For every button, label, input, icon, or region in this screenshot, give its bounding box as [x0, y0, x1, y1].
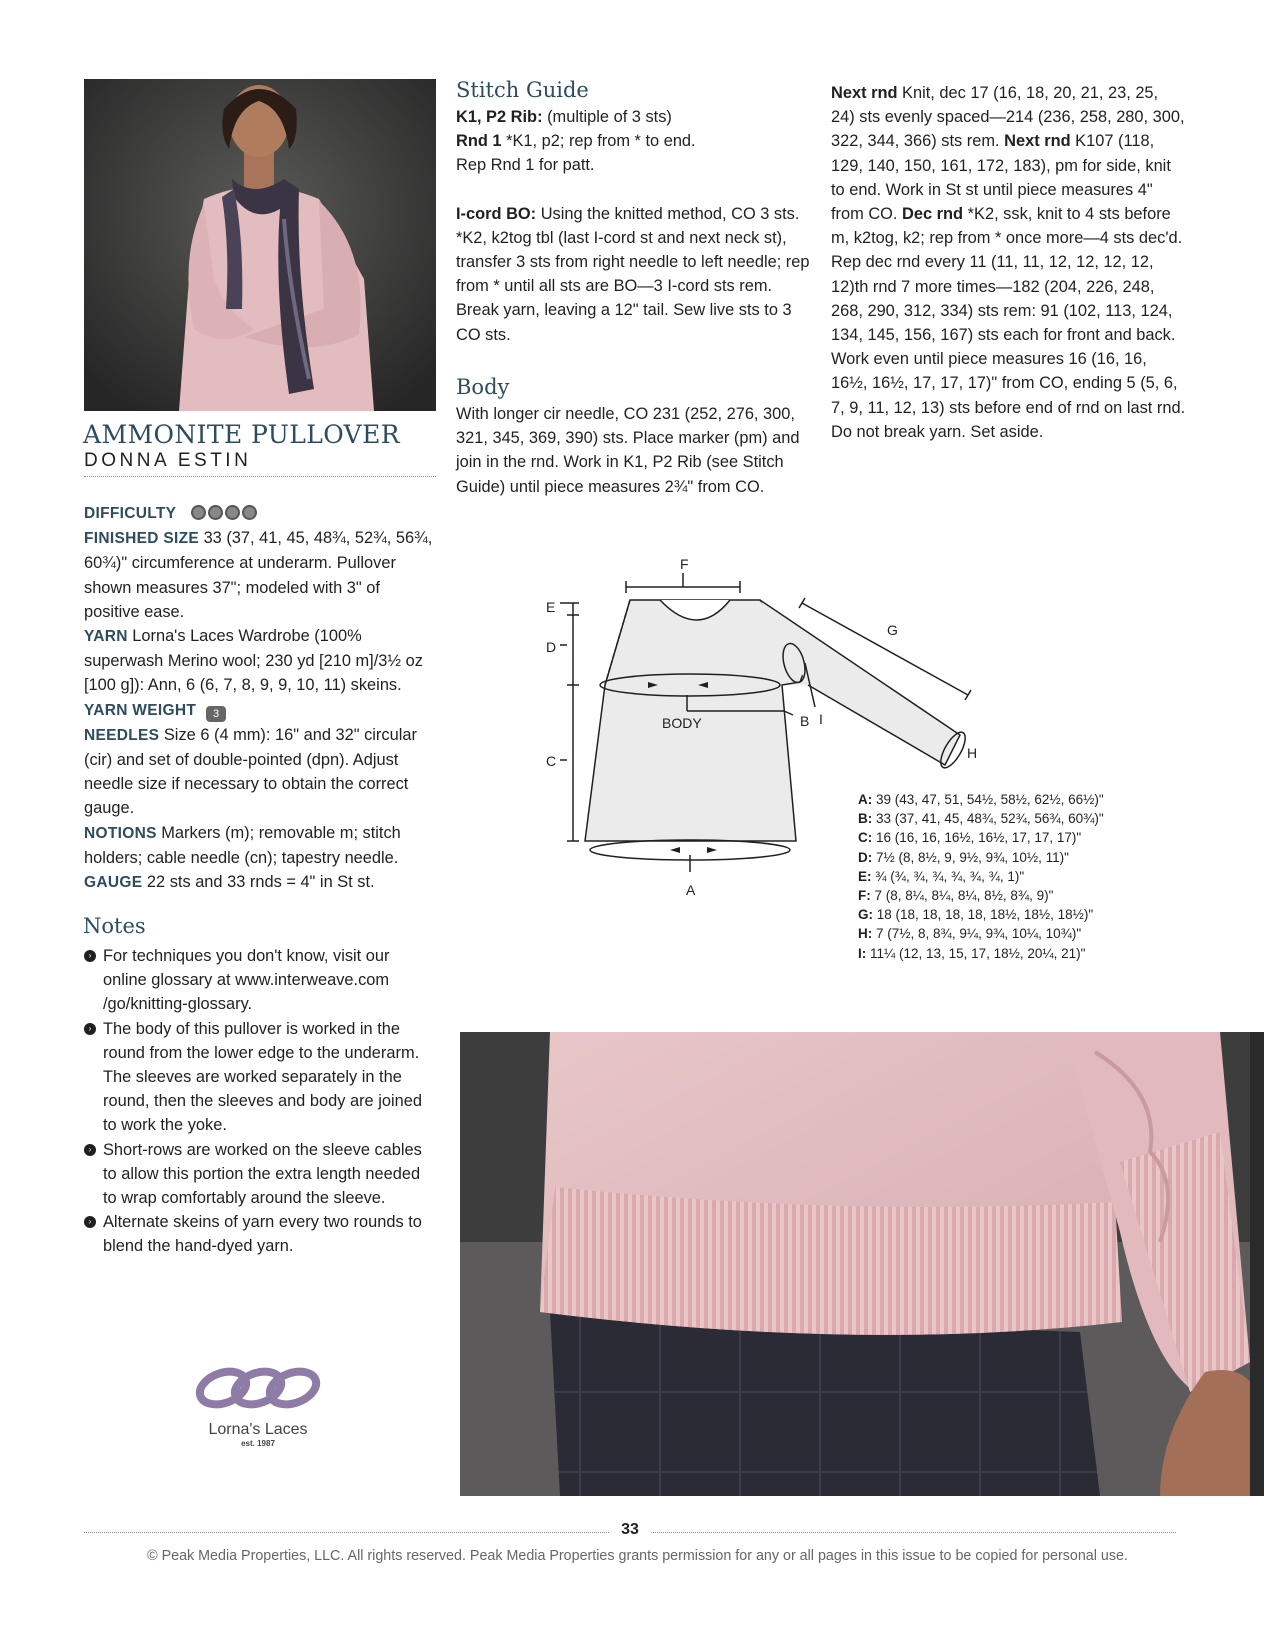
note-item: › The body of this pullover is worked in the round from the lower edge to the underarm. The sleeves are worked separately in the round, then the sleeves and body are joined to work the yoke.	[84, 1017, 432, 1138]
note-item: › Short-rows are worked on the sleeve cables to allow this portion the extra length needed to wrap comfortably around the sleeve.	[84, 1138, 432, 1211]
footer-rule-left	[84, 1532, 609, 1533]
measurement-row: E: ¾ (¾, ¾, ¾, ¾, ¾, ¾, 1)"	[858, 868, 1025, 884]
rib-text: (multiple of 3 sts)	[547, 108, 672, 126]
measurement-row: H: 7 (7½, 8, 8¾, 9¼, 9¾, 10¼, 10¾)"	[858, 926, 1082, 942]
note-item: › Alternate skeins of yarn every two rounds to blend the hand-dyed yarn.	[84, 1210, 432, 1258]
dec-rnd-text: *K2, ssk, knit to 4 sts before m, k2tog, k2; rep from * once more—4 sts dec'd. Rep dec rnd every 11 (11, 11, 12, 12, 12, 12, 12)th rnd 7 more times—182 (204, 226, 248, 268, 290, 312, 334) sts rem: 91 (102, 113, 124, 134, 145, 156, 167) sts each for front and back. Work even until piece measures 16 (16, 16, 16½, 16½, 17, 17, 17)" from CO, ending 5 (5, 6, 7, 9, 11, 12, 13) sts before end of rnd on last rnd. Do not break yarn. Set aside.	[831, 205, 1186, 441]
schematic-letter-e: E	[546, 599, 556, 615]
schematic-letter-d: D	[546, 639, 557, 655]
measurement-row: G: 18 (18, 18, 18, 18, 18½, 18½, 18½)"	[858, 907, 1094, 923]
stitch-guide-text	[456, 105, 811, 347]
next-rnd-text: Knit, dec 17 (16, 18, 20, 21, 23, 25, 24) sts evenly spaced—214 (236, 258, 280, 300, 322, 344, 366) sts rem.	[831, 84, 1185, 151]
rib-label: K1, P2 Rib:	[456, 108, 543, 126]
page-number: 33	[621, 1521, 639, 1538]
schematic-letter-c: C	[546, 753, 557, 769]
next-rnd-label: Next rnd	[831, 84, 898, 102]
schematic-letter-g: G	[887, 622, 898, 638]
note-item: › For techniques you don't know, visit our online glossary at www.interweave.com /go/knitting-glossary.	[84, 944, 432, 1017]
needles-label: NEEDLES	[84, 726, 160, 744]
measurement-row: C: 16 (16, 16, 16½, 16½, 17, 17, 17)"	[858, 830, 1082, 846]
schematic-body-label: BODY	[662, 715, 702, 731]
icord-text: Using the knitted method, CO 3 sts. *K2, k2tog tbl (last I-cord st and next neck st), transfer 3 sts from right needle to left needle; rep from * until all sts are BO—3 I-cord sts rem. Break yarn, leaving a 12" tail. Sew live sts to 3 CO sts.	[456, 204, 810, 344]
arrow-bullet-icon: ›	[84, 1023, 96, 1035]
yarn-text: Lorna's Laces Wardrobe (100% superwash Merino wool; 230 yd [210 m]/3½ oz [100 g]): Ann, 6 (6, 7, 8, 9, 9, 10, 11) skeins.	[84, 627, 423, 695]
arrow-bullet-icon: ›	[84, 950, 96, 962]
measurement-row: D: 7½ (8, 8½, 9, 9½, 9¾, 10½, 11)"	[858, 849, 1069, 865]
notions-label: NOTIONS	[84, 824, 157, 842]
measurement-row: A: 39 (43, 47, 51, 54½, 58½, 62½, 66½)"	[858, 792, 1104, 807]
rnd1-text: *K1, p2; rep from * to end.	[506, 132, 696, 151]
arrow-bullet-icon: ›	[84, 1144, 96, 1156]
chain-link-icon	[193, 1362, 323, 1414]
model-photo	[84, 79, 436, 411]
schematic-letter-h: H	[967, 745, 978, 761]
logo-est: est. 1987	[241, 1439, 275, 1448]
arrow-bullet-icon: ›	[84, 1216, 96, 1228]
difficulty-label: DIFFICULTY	[84, 505, 177, 522]
measurement-row: B: 33 (37, 41, 45, 48¾, 52¾, 56¾, 60¾)"	[858, 811, 1104, 827]
notes-list	[84, 944, 432, 1259]
logo-name: Lorna's Laces	[208, 1421, 308, 1438]
dec-rnd-label: Dec rnd	[902, 205, 964, 224]
designer-name: DONNA ESTIN	[84, 450, 252, 471]
finished-size-label: FINISHED SIZE	[84, 530, 199, 548]
footer-rule-right	[651, 1532, 1176, 1533]
copyright-text: © Peak Media Properties, LLC. All rights reserved. Peak Media Properties grants permission for any or all pages in this issue to be copied for personal use.	[147, 1548, 1128, 1564]
schematic-letter-f: F	[680, 556, 689, 572]
title-divider	[84, 476, 436, 477]
sponsor-logo	[188, 1362, 328, 1448]
icord-label: I-cord BO:	[456, 204, 537, 223]
schematic-letter-i: I	[819, 711, 823, 727]
stitch-guide-heading: Stitch Guide	[456, 78, 589, 102]
schematic-letter-a: A	[686, 882, 696, 898]
specs-block	[84, 501, 439, 895]
notes-heading: Notes	[83, 914, 146, 938]
finished-size-text: 33 (37, 41, 45, 48¾, 52¾, 56¾, 60¾)" circumference at underarm. Pullover shown measures 37"; modeled with 3" of positive ease.	[84, 529, 433, 621]
measurements-list	[858, 790, 1158, 963]
body-text-part1: With longer cir needle, CO 231 (252, 276, 300, 321, 345, 369, 390) sts. Place marker (pm) and join in the rnd. Work in K1, P2 Rib (see Stitch Guide) until piece measures 2¾" from CO.	[456, 405, 800, 496]
gauge-label: GAUGE	[84, 874, 143, 892]
body-heading: Body	[456, 375, 510, 399]
next-rnd2-text: K107 (118, 129, 140, 150, 161, 172, 183), pm for side, knit to end. Work in St st until piece measures 4" from CO.	[831, 132, 1171, 224]
schematic-letter-b: B	[800, 713, 810, 729]
rep-text: Rep Rnd 1 for patt.	[456, 156, 595, 175]
body-text-part2	[831, 81, 1186, 444]
difficulty-rating-icon	[191, 504, 259, 522]
detail-photo	[460, 1032, 1264, 1496]
yarn-label: YARN	[84, 628, 128, 646]
rnd1-label: Rnd 1	[456, 132, 502, 151]
measurement-row: F: 7 (8, 8¼, 8¼, 8¼, 8½, 8¾, 9)"	[858, 888, 1054, 904]
measurement-row: I: 11¼ (12, 13, 15, 17, 18½, 20¼, 21)"	[858, 945, 1086, 961]
yarn-weight-icon: 3	[206, 706, 226, 722]
yarn-weight-label: YARN WEIGHT	[84, 701, 197, 719]
notions-text: Markers (m); removable m; stitch holders; cable needle (cn); tapestry needle.	[84, 823, 401, 867]
pattern-title: AMMONITE PULLOVER	[83, 420, 401, 449]
next-rnd2-label: Next rnd	[1004, 132, 1071, 151]
needles-text: Size 6 (4 mm): 16" and 32" circular (cir) and set of double-pointed (dpn). Adjust needle size if necessary to obtain the correct gauge.	[84, 725, 417, 818]
gauge-text: 22 sts and 33 rnds = 4" in St st.	[146, 873, 375, 892]
